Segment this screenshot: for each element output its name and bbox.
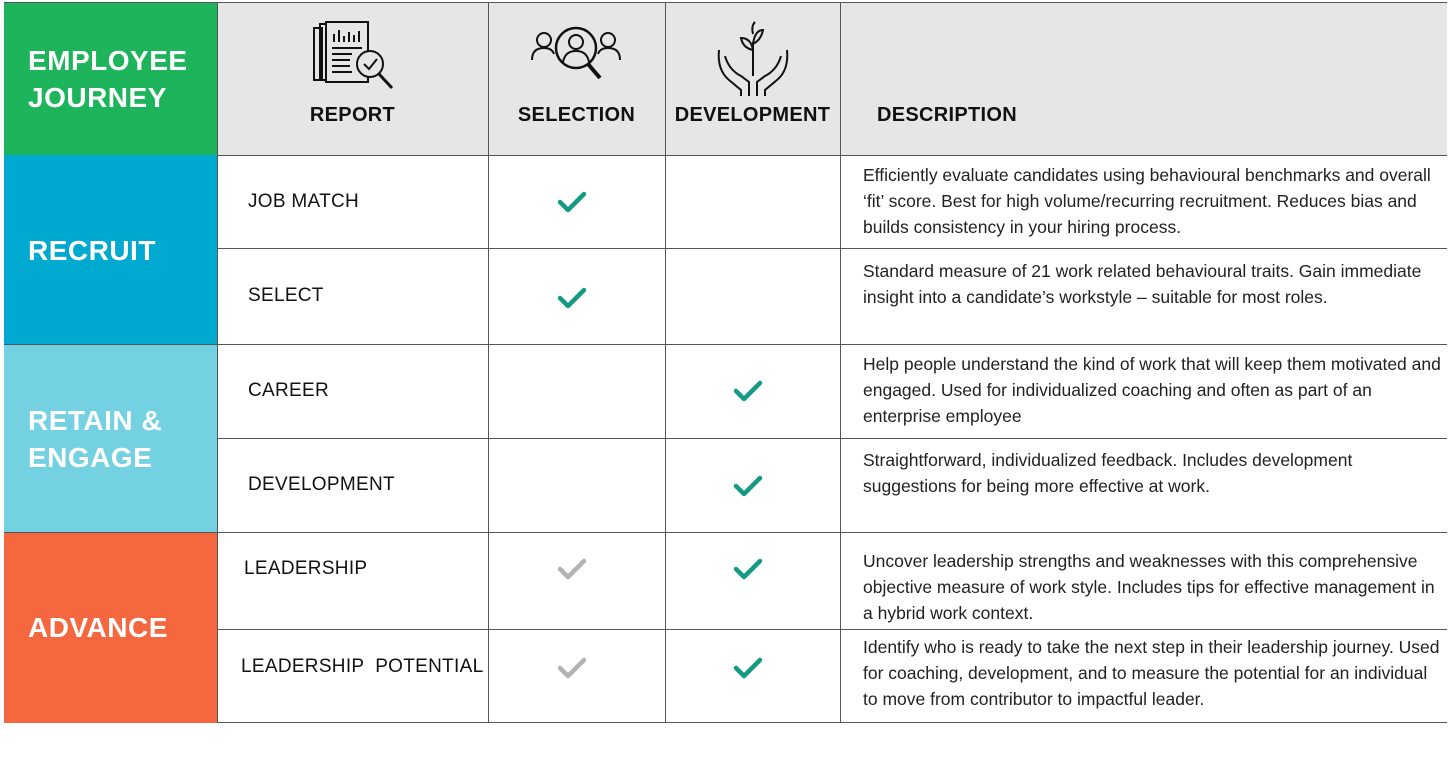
journey-title: EMPLOYEE JOURNEY: [4, 2, 217, 155]
column-label-report: REPORT: [309, 104, 396, 126]
report-analysis-icon: [312, 20, 402, 97]
column-header-development: [665, 2, 840, 155]
report-name: DEVELOPMENT: [248, 474, 395, 495]
checkmark-icon: [732, 473, 764, 499]
report-name: JOB MATCH: [248, 190, 360, 212]
divider: [217, 2, 218, 723]
column-header-description: [840, 2, 1447, 155]
checkmark-icon: [556, 285, 588, 311]
divider: [4, 532, 1447, 533]
column-label-development: DEVELOPMENT: [674, 104, 831, 126]
column-label-description: DESCRIPTION: [877, 104, 1017, 126]
stage-advance: ADVANCE: [4, 532, 217, 723]
divider: [217, 438, 1447, 439]
divider: [665, 2, 666, 723]
growth-hands-icon: [715, 20, 791, 103]
report-description: Straightforward, individualized feedback. Includes development suggestions for being more effective at work.: [863, 450, 1353, 496]
divider: [488, 2, 489, 723]
stage-recruit: RECRUIT: [4, 155, 217, 345]
report-description: Efficiently evaluate candidates using behavioural benchmarks and overall ‘fit’ score. Best for high volume/recurring recruitment. Reduces bias and builds consistency in your hiring process.: [863, 165, 1431, 237]
report-description: Standard measure of 21 work related behavioural traits. Gain immediate insight into a candidate’s workstyle – suitable for most roles.: [863, 261, 1422, 307]
divider: [217, 155, 1447, 156]
divider: [217, 248, 1447, 249]
checkmark-icon: [556, 556, 588, 582]
stage-retain-engage: RETAIN & ENGAGE: [4, 345, 217, 532]
report-name: CAREER: [248, 380, 329, 401]
employee-journey-table: [4, 2, 1447, 723]
checkmark-icon: [556, 189, 588, 215]
checkmark-icon: [732, 556, 764, 582]
divider: [4, 2, 1447, 3]
report-description: Uncover leadership strengths and weaknesses with this comprehensive objective measure of work style. Includes tips for effective management in a hybrid work context.: [863, 551, 1435, 623]
report-name: LEADERSHIP: [244, 558, 368, 579]
checkmark-icon: [732, 655, 764, 681]
report-description: Identify who is ready to take the next step in their leadership journey. Used for coaching, development, and to measure the potential for an individual to move from contributor to impactful leader.: [863, 637, 1440, 709]
column-header-selection: [488, 2, 665, 155]
divider: [4, 344, 1447, 345]
column-header-report: [217, 2, 488, 155]
candidate-search-icon: [530, 20, 622, 97]
column-label-selection: SELECTION: [517, 104, 636, 126]
divider: [217, 722, 1447, 723]
report-name: LEADERSHIP POTENTIAL: [241, 656, 484, 677]
report-name: SELECT: [248, 285, 324, 306]
checkmark-icon: [732, 378, 764, 404]
report-description: Help people understand the kind of work that will keep them motivated and engaged. Used for individualized coaching and often as part of an enterprise employee: [863, 354, 1441, 426]
checkmark-icon: [556, 655, 588, 681]
divider: [840, 2, 841, 723]
